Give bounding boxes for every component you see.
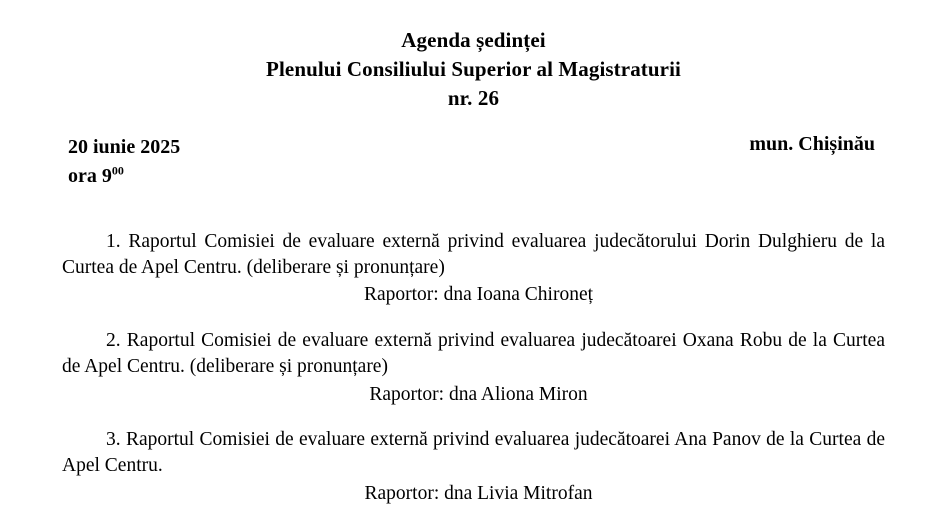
meeting-time-label: ora 9 xyxy=(68,164,112,187)
title-line-2: Plenului Consiliului Superior al Magistraturii xyxy=(266,56,681,81)
agenda-item xyxy=(62,427,885,506)
meeting-time-superscript: 00 xyxy=(111,163,124,178)
meta-left xyxy=(68,133,180,191)
agenda-item-text: 3. Raportul Comisiei de evaluare externă privind evaluarea judecătoarei Ana Panov de la Curtea de Apel Centru. xyxy=(62,429,885,477)
meeting-time xyxy=(68,162,180,191)
title-line-1: Agenda ședinței xyxy=(401,28,546,52)
agenda-items xyxy=(62,229,885,507)
agenda-item-text: 1. Raportul Comisiei de evaluare externă privind evaluarea judecătorului Dorin Dulghieru de la Curtea de Apel Centru. (deliberare și pronunțare) xyxy=(62,230,885,278)
title-line-3: nr. 26 xyxy=(447,85,500,110)
meeting-location: mun. Chișinău xyxy=(749,132,875,155)
agenda-item-reporter: Raportor: dna Livia Mitrofan xyxy=(364,482,593,504)
meta-row xyxy=(62,133,885,191)
agenda-item xyxy=(62,229,885,308)
agenda-item-text: 2. Raportul Comisiei de evaluare externă privind evaluarea judecătoarei Oxana Robu de la Curtea de Apel Centru. (deliberare și pronunțare) xyxy=(62,330,885,377)
agenda-item xyxy=(62,328,885,407)
agenda-item-reporter: Raportor: dna Aliona Miron xyxy=(369,383,588,405)
document-title xyxy=(62,26,885,113)
agenda-item-reporter: Raportor: dna Ioana Chironeț xyxy=(363,284,594,306)
meeting-date: 20 iunie 2025 xyxy=(68,135,181,158)
